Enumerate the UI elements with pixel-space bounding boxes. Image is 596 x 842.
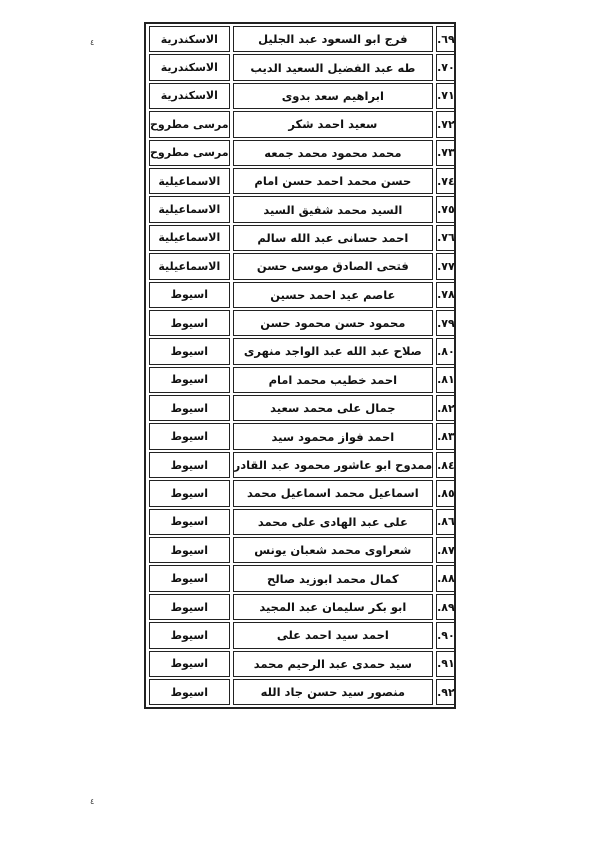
row-city: اسيوط (149, 651, 230, 677)
row-name: السيد محمد شفيق السيد (233, 196, 434, 222)
row-name: محمود حسن محمود حسن (233, 310, 434, 336)
row-number: ٧٩. (436, 310, 456, 336)
row-name: على عبد الهادى على محمد (233, 509, 434, 535)
row-number: ٨٢. (436, 395, 456, 421)
row-name: فرج ابو السعود عبد الجليل (233, 26, 434, 52)
table-row (149, 338, 456, 364)
row-name: احمد فواز محمود سيد (233, 423, 434, 449)
row-name: اسماعيل محمد اسماعيل محمد (233, 480, 434, 506)
row-name: عاصم عيد احمد حسين (233, 282, 434, 308)
row-number: ٩١. (436, 651, 456, 677)
row-name: منصور سيد حسن جاد الله (233, 679, 434, 705)
row-name: طه عبد الفضيل السعيد الديب (233, 54, 434, 80)
row-number: ٧٦. (436, 225, 456, 251)
row-number: ٨٧. (436, 537, 456, 563)
table-row (149, 253, 456, 279)
table-row (149, 565, 456, 591)
table-row (149, 54, 456, 80)
row-number: ٨٤. (436, 452, 456, 478)
row-city: الاسكندرية (149, 83, 230, 109)
table-row (149, 537, 456, 563)
table-row (149, 111, 456, 137)
table-row (149, 26, 456, 52)
row-number: ٨٠. (436, 338, 456, 364)
table-row (149, 83, 456, 109)
row-name: حسن محمد احمد حسن امام (233, 168, 434, 194)
table-row (149, 594, 456, 620)
table-row (149, 395, 456, 421)
row-number: ٩٠. (436, 622, 456, 648)
row-city: اسيوط (149, 480, 230, 506)
table-row (149, 480, 456, 506)
row-city: الاسماعيلية (149, 225, 230, 251)
row-name: احمد سيد احمد على (233, 622, 434, 648)
row-city: اسيوط (149, 594, 230, 620)
row-city: اسيوط (149, 423, 230, 449)
names-table (144, 22, 456, 709)
row-name: ممدوح ابو عاشور محمود عبد القادر (233, 452, 434, 478)
row-city: اسيوط (149, 367, 230, 393)
row-name: كمال محمد ابوزيد صالح (233, 565, 434, 591)
table-row (149, 140, 456, 166)
row-number: ٧٤. (436, 168, 456, 194)
table-row (149, 622, 456, 648)
table-row (149, 423, 456, 449)
row-number: ٧٣. (436, 140, 456, 166)
row-city: اسيوط (149, 310, 230, 336)
row-number: ٨٥. (436, 480, 456, 506)
row-number: ٨٣. (436, 423, 456, 449)
table-row (149, 509, 456, 535)
row-number: ٧٥. (436, 196, 456, 222)
row-city: مرسى مطروح (149, 111, 230, 137)
row-city: اسيوط (149, 679, 230, 705)
row-city: اسيوط (149, 452, 230, 478)
row-name: سعيد احمد شكر (233, 111, 434, 137)
row-name: ابو بكر سليمان عبد المجيد (233, 594, 434, 620)
row-name: جمال على محمد سعيد (233, 395, 434, 421)
row-city: اسيوط (149, 509, 230, 535)
row-city: الاسماعيلية (149, 253, 230, 279)
row-name: صلاح عبد الله عبد الواجد منهرى (233, 338, 434, 364)
table-row (149, 282, 456, 308)
row-name: سيد حمدى عبد الرحيم محمد (233, 651, 434, 677)
row-name: ابراهيم سعد بدوى (233, 83, 434, 109)
row-name: محمد محمود محمد جمعه (233, 140, 434, 166)
row-number: ٨٩. (436, 594, 456, 620)
row-city: اسيوط (149, 395, 230, 421)
row-city: الاسكندرية (149, 26, 230, 52)
row-number: ٧٨. (436, 282, 456, 308)
table-row (149, 168, 456, 194)
row-city: اسيوط (149, 537, 230, 563)
row-number: ٨٦. (436, 509, 456, 535)
row-city: الاسماعيلية (149, 168, 230, 194)
row-city: اسيوط (149, 282, 230, 308)
table-row (149, 651, 456, 677)
page-mark-bottom: ٤ (90, 797, 95, 806)
row-number: ٩٢. (436, 679, 456, 705)
row-number: ٧٧. (436, 253, 456, 279)
row-number: ٨١. (436, 367, 456, 393)
row-name: فتحى الصادق موسى حسن (233, 253, 434, 279)
row-number: ٧٢. (436, 111, 456, 137)
row-city: الاسكندرية (149, 54, 230, 80)
row-number: ٨٨. (436, 565, 456, 591)
row-number: ٧٠. (436, 54, 456, 80)
row-number: ٧١. (436, 83, 456, 109)
table-row (149, 310, 456, 336)
row-city: اسيوط (149, 622, 230, 648)
page-mark-top: ٤ (90, 38, 95, 47)
row-name: احمد خطيب محمد امام (233, 367, 434, 393)
table-row (149, 225, 456, 251)
row-city: مرسى مطروح (149, 140, 230, 166)
table-row (149, 196, 456, 222)
row-number: ٦٩. (436, 26, 456, 52)
table-row (149, 367, 456, 393)
row-name: شعراوى محمد شعبان يونس (233, 537, 434, 563)
row-name: احمد حسانى عبد الله سالم (233, 225, 434, 251)
row-city: الاسماعيلية (149, 196, 230, 222)
row-city: اسيوط (149, 565, 230, 591)
table-body (149, 26, 456, 705)
row-city: اسيوط (149, 338, 230, 364)
table-row (149, 679, 456, 705)
table-row (149, 452, 456, 478)
